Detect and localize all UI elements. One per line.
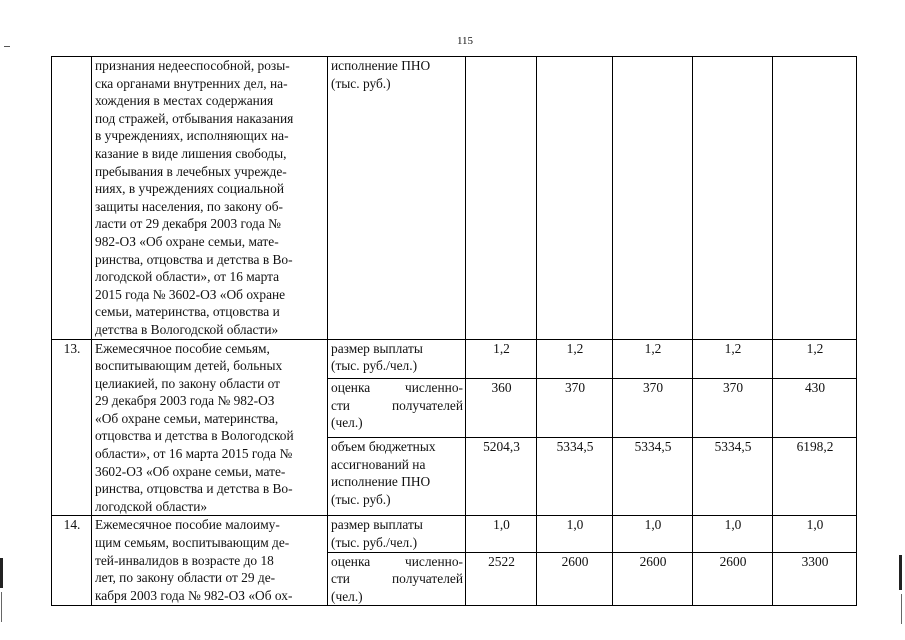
indicator-name [328, 552, 466, 606]
indicator-line: (тыс. руб./чел.) [331, 358, 418, 374]
row-number: 14. [52, 516, 92, 606]
value-cell: 1,2 [693, 339, 773, 379]
table-row [52, 57, 857, 340]
description-line: Ежемесячное пособие малоиму- [95, 517, 280, 533]
value-cell: 1,0 [613, 516, 693, 552]
value-cell: 5334,5 [613, 438, 693, 516]
description-line: лет, по закону области от 29 де- [95, 570, 276, 586]
indicator-line: исполнение ПНО [331, 58, 431, 73]
indicator-line: объем бюджетных [331, 439, 436, 455]
indicator-line: оценка численно- [331, 380, 463, 396]
table-row [52, 516, 857, 552]
value-cell [693, 57, 773, 340]
row-number [52, 57, 92, 340]
row-number: 13. [52, 339, 92, 516]
value-cell: 3300 [773, 552, 857, 606]
description-line: казание в виде лишения свободы, [95, 145, 287, 161]
measure-description [92, 339, 328, 516]
description-line: отцовства и детства в Вологодской [95, 428, 294, 444]
value-cell: 1,0 [537, 516, 613, 552]
value-cell: 370 [693, 379, 773, 438]
indicator-name [328, 57, 466, 340]
indicator-line: (тыс. руб.) [331, 75, 391, 91]
description-line: «Об охране семьи, материнства, [95, 410, 279, 426]
description-line: 2015 года № 3602-ОЗ «Об охране [95, 286, 286, 302]
description-line: ринства, отцовства и детства в Во- [95, 251, 293, 267]
indicator-line: сти получателей [331, 397, 463, 413]
description-line: области», от 16 марта 2015 года № [95, 446, 293, 462]
page-number: 115 [456, 35, 474, 47]
value-cell: 1,2 [613, 339, 693, 379]
description-line: 3602-ОЗ «Об охране семьи, мате- [95, 463, 286, 479]
measure-description [92, 516, 328, 606]
measure-description [92, 57, 328, 340]
indicator-line: размер выплаты [331, 340, 423, 356]
description-line: 982-ОЗ «Об охране семьи, мате- [95, 233, 279, 249]
scan-edge-mark [1, 592, 2, 622]
indicator-line: исполнение ПНО [331, 474, 431, 490]
value-cell [613, 57, 693, 340]
value-cell: 1,2 [466, 339, 537, 379]
scan-edge-mark [901, 594, 902, 624]
scan-edge-mark [4, 46, 10, 47]
indicator-name [328, 339, 466, 379]
indicator-line: (тыс. руб./чел.) [331, 535, 418, 551]
indicator-line: ассигнований на [331, 456, 426, 472]
description-line: логодской области», от 16 марта [95, 269, 280, 285]
value-cell: 1,0 [466, 516, 537, 552]
value-cell: 2600 [537, 552, 613, 606]
value-cell: 2600 [693, 552, 773, 606]
value-cell: 5204,3 [466, 438, 537, 516]
description-line: под стражей, отбывания наказания [95, 110, 294, 126]
value-cell: 430 [773, 379, 857, 438]
description-line: ласти от 29 декабря 2003 года № [95, 216, 281, 232]
indicator-line: (чел.) [331, 588, 363, 604]
description-line: щим семьям, воспитывающим де- [95, 535, 290, 551]
value-cell [466, 57, 537, 340]
indicator-line: оценка численно- [331, 553, 463, 569]
description-line: воспитывающим детей, больных [95, 358, 283, 374]
indicator-name [328, 516, 466, 552]
scan-edge-mark [899, 555, 902, 590]
description-line: ринства, отцовства и детства в Во- [95, 481, 293, 497]
value-cell: 360 [466, 379, 537, 438]
description-line: детства в Вологодской области» [95, 321, 279, 337]
description-line: хождения в местах содержания [95, 93, 274, 109]
value-cell: 1,2 [537, 339, 613, 379]
description-line: целиакией, по закону области от [95, 375, 281, 391]
description-line: защиты населения, по закону об- [95, 198, 284, 214]
indicator-line: (тыс. руб.) [331, 491, 391, 507]
description-line: ска органами внутренних дел, на- [95, 75, 288, 91]
description-line: пребывания в лечебных учрежде- [95, 163, 287, 179]
indicator-name [328, 438, 466, 516]
indicator-line: сти получателей [331, 571, 463, 587]
value-cell: 2522 [466, 552, 537, 606]
value-cell: 5334,5 [693, 438, 773, 516]
indicator-line: размер выплаты [331, 517, 423, 533]
description-line: Ежемесячное пособие семьям, [95, 340, 270, 356]
value-cell: 2600 [613, 552, 693, 606]
indicator-line: (чел.) [331, 415, 363, 431]
value-cell: 1,2 [773, 339, 857, 379]
scan-edge-mark [0, 558, 3, 588]
description-line: ниях, в учреждениях социальной [95, 181, 285, 197]
description-line: признания недееспособной, розы- [95, 58, 290, 73]
indicator-name [328, 379, 466, 438]
value-cell [537, 57, 613, 340]
table-row [52, 339, 857, 379]
value-cell: 6198,2 [773, 438, 857, 516]
description-line: тей-инвалидов в возрасте до 18 [95, 552, 274, 568]
value-cell: 1,0 [693, 516, 773, 552]
value-cell [773, 57, 857, 340]
value-cell: 5334,5 [537, 438, 613, 516]
description-line: логодской области» [95, 498, 208, 514]
value-cell: 370 [537, 379, 613, 438]
description-line: 29 декабря 2003 года № 982-ОЗ [95, 393, 275, 409]
data-table [51, 56, 857, 606]
description-line: семьи, материнства, отцовства и [95, 304, 280, 320]
description-line: кабря 2003 года № 982-ОЗ «Об ох- [95, 587, 293, 603]
description-line: в учреждениях, исполняющих на- [95, 128, 289, 144]
value-cell: 370 [613, 379, 693, 438]
value-cell: 1,0 [773, 516, 857, 552]
